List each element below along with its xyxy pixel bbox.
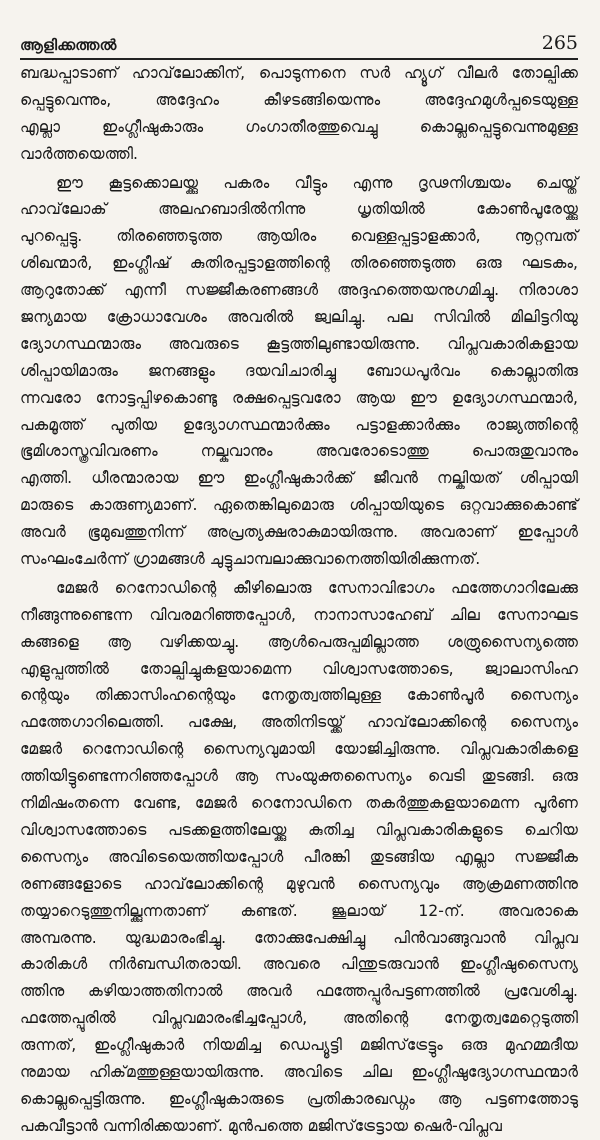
text-line: അമ്പരന്നു. യുദ്ധമാരംഭിച്ചു. തോക്കുപേക്ഷിച്ചു പിൻവാങ്ങുവാൻ വിപ്ലവ bbox=[20, 928, 578, 947]
text-line: എല്ലാ ഇംഗ്ലീഷുകാരും ഗംഗാതീരത്തുവെച്ചു കൊല്ലപ്പെട്ടുവെന്നുമുള്ള bbox=[20, 117, 578, 136]
paragraph bbox=[20, 575, 578, 1140]
text-line: നീങ്ങുന്നുണ്ടെന്ന വിവരമറിഞ്ഞപ്പോൾ, നാനാസാഹേബ് ചില സേനാഘട bbox=[20, 605, 578, 624]
text-line: മേജർ റെനോഡിന്റെ സൈന്യവുമായി യോജിച്ചിരുന്നു. വിപ്ലവകാരികളെ bbox=[20, 740, 578, 759]
text-line: നിമിഷംതന്നെ വേണ്ട, മേജർ റെനോഡിനെ തകർത്തുകളയാമെന്ന പൂർണ bbox=[20, 794, 578, 813]
text-line: വിശ്വാസത്തോടെ പടക്കളത്തിലേയ്ക്കു കുതിച്ച വിപ്ലവകാരികളുടെ ചെറിയ bbox=[20, 820, 578, 839]
text-line: ത്തിയിട്ടുണ്ടെന്നറിഞ്ഞപ്പോൾ ആ സംയുക്തസൈന്യം വെടി തുടങ്ങി. ഒരു bbox=[20, 767, 578, 786]
text-line: രുന്നത്, ഇംഗ്ലീഷുകാർ നിയമിച്ച ഡെപ്യൂട്ടി മജിസ്‌ട്രേട്ടും ഒരു മുഹമ്മദീയ bbox=[20, 1036, 578, 1055]
text-line: മാരുടെ കാരുണ്യമാണ്. ഏതെങ്കിലുമൊരു ശിപ്പായിയുടെ ഒറ്റവാക്കുകൊണ്ട് bbox=[20, 496, 578, 515]
text-line: ശിപ്പായിമാരും ജനങ്ങളും ദയവിചാരിച്ചു ബോധപൂർവം കൊല്ലാതിരു bbox=[20, 361, 578, 380]
text-line: ജന്യമായ ക്രോധാവേശം അവരിൽ ജ്വലിച്ചു. പല സിവിൽ മിലിട്ടറിയു bbox=[20, 308, 578, 327]
text-line: വാർത്തയെത്തി. bbox=[20, 144, 138, 163]
paragraph bbox=[20, 170, 578, 573]
paragraph bbox=[20, 60, 578, 168]
text-line: എത്തി. ധീരന്മാരായ ഈ ഇംഗ്ലീഷുകാർക്ക് ജീവൻ നല്കിയത് ശിപ്പായി bbox=[20, 469, 578, 488]
text-line: ഫത്തേഗാറിലെത്തി. പക്ഷേ, അതിനിടയ്ക്ക് ഹാവ്‌ലോക്കിന്റെ സൈന്യം bbox=[20, 713, 578, 732]
text-line: സൈന്യം അവിടെയെത്തിയപ്പോൾ പീരങ്കി തുടങ്ങിയ എല്ലാ സജ്ജീക bbox=[20, 847, 578, 866]
text-line: പുറപ്പെട്ടു. തിരഞ്ഞെടുത്ത ആയിരം വെള്ളപ്പട്ടാളക്കാർ, നൂറ്റമ്പത് bbox=[20, 227, 578, 246]
text-line: ബദ്ധപ്പാടാണ് ഹാവ്‌ലോക്കിന്, പൊടുന്നനെ സർ ഹ്യൂഗ് വീലർ തോല്പിക്ക bbox=[20, 64, 578, 82]
text-line: കങ്ങളെ ആ വഴിക്കയച്ചു. ആൾപെരുപ്പമില്ലാത്ത ശത്രുസൈന്യത്തെ bbox=[20, 632, 578, 651]
text-line: തയ്യാറെടുത്തുനില്ക്കുന്നതാണ് കണ്ടത്. ജൂലായ് 12-ന്. അവരാകെ bbox=[20, 901, 578, 920]
text-line: ന്നവരോ നോട്ടപ്പിഴകൊണ്ടു രക്ഷപ്പെട്ടവരോ ആയ ഈ ഉദ്യോഗസ്ഥന്മാർ, bbox=[20, 388, 578, 407]
text-line: കൊല്ലപ്പെട്ടിരുന്നു. ഇംഗ്ലീഷുകാരുടെ പ്രതികാരഖഡ്ഗം ആ പട്ടണത്തോടു bbox=[20, 1089, 578, 1108]
text-line: പകവീട്ടാൻ വന്നിരിക്കയാണ്. മുൻപത്തെ മജിസ്‌ട്രേട്ടായ ഷെർ-വിപ്ലവ bbox=[20, 1116, 502, 1135]
text-line: ആറുതോക്ക് എന്നീ സജ്ജീകരണങ്ങൾ അദ്ദഹത്തെയനുഗമിച്ചു. നിരാശാ bbox=[20, 281, 578, 300]
text-line: ഫത്തേപ്പൂരിൽ വിപ്ലവമാരംഭിച്ചപ്പോൾ, അതിന്റെ നേതൃത്വമേറ്റെടുത്തി bbox=[20, 1009, 578, 1028]
text-line: ദ്യോഗസ്ഥന്മാരും അവരുടെ കൂട്ടത്തിലുണ്ടായിരുന്നു. വിപ്ലവകാരികളായ bbox=[20, 334, 578, 353]
text-line: ഭൂമിശാസ്ത്രവിവരണം നല്കുവാനും അവരോടൊത്തു പൊരുതുവാനും bbox=[20, 442, 578, 461]
text-line: പ്പെട്ടുവെന്നും, അദ്ദേഹം കീഴടങ്ങിയെന്നും അദ്ദേഹമുൾപ്പടെയുള്ള bbox=[20, 90, 578, 109]
text-line: ഈ കൂട്ടക്കൊലയ്ക്കു പകരം വീട്ടും എന്നു ദൃഢനിശ്ചയം ചെയ്ത് bbox=[56, 173, 578, 192]
text-line: എളുപ്പത്തിൽ തോല്പിച്ചുകളയാമെന്ന വിശ്വാസത്തോടെ, ജ്വാലാസിംഹ bbox=[20, 659, 578, 678]
text-line: മേജർ റെനോഡിന്റെ കീഴിലൊരു സേനാവിഭാഗം ഫത്തേഗാറിലേക്കു bbox=[56, 578, 578, 597]
text-line: ഹാവ്‌ലോക് അലഹബാദിൽനിന്നു ധൃതിയിൽ കോൺപൂരേയ്ക്കു bbox=[20, 200, 578, 219]
running-header bbox=[20, 20, 578, 60]
text-line: ശിഖന്മാർ, ഇംഗ്ലീഷ് കുതിരപ്പട്ടാളത്തിന്റെ തിരഞ്ഞെടുത്ത ഒരു ഘടകം, bbox=[20, 254, 578, 273]
chapter-title: ആളിക്കത്തൽ bbox=[20, 36, 117, 54]
text-line: കാരികൾ നിർബന്ധിതരായി. അവരെ പിന്തുടരുവാൻ ഇംഗ്ലീഷുസൈന്യ bbox=[20, 955, 578, 974]
text-line: സംഘംചേർന്ന് ഗ്രാമങ്ങൾ ചുട്ടുചാമ്പലാക്കുവാനെത്തിയിരിക്കുന്നത്. bbox=[20, 550, 481, 569]
text-line: ന്റെയും തിക്കാസിംഹന്റെയും നേതൃത്വത്തിലുള്ള കോൺപൂർ സൈന്യം bbox=[20, 686, 578, 705]
page-number: 265 bbox=[541, 32, 578, 54]
text-line: പകമൂത്ത് പുതിയ ഉദ്യോഗസ്ഥന്മാർക്കും പട്ടാളക്കാർക്കും രാജ്യത്തിന്റെ bbox=[20, 415, 578, 434]
text-line: രണങ്ങളോടെ ഹാവ്‌ലോക്കിന്റെ മുഴുവൻ സൈന്യവും ആക്രമണത്തിനു bbox=[20, 874, 578, 893]
text-line: അവർ ഭൂമുഖത്തുനിന്ന് അപ്രത്യക്ഷരാകുമായിരുന്നു. അവരാണ് ഇപ്പോൾ bbox=[20, 523, 578, 542]
body-text bbox=[20, 60, 578, 1135]
text-line: ത്തിനു കഴിയാത്തതിനാൽ അവർ ഫത്തേപ്പൂർപട്ടണത്തിൽ പ്രവേശിച്ചു. bbox=[20, 982, 578, 1001]
text-line: നുമായ ഹിക്‌മത്തുള്ളയായിരുന്നു. അവിടെ ചില ഇംഗ്ലീഷുദ്യോഗസ്ഥന്മാർ bbox=[20, 1062, 578, 1081]
